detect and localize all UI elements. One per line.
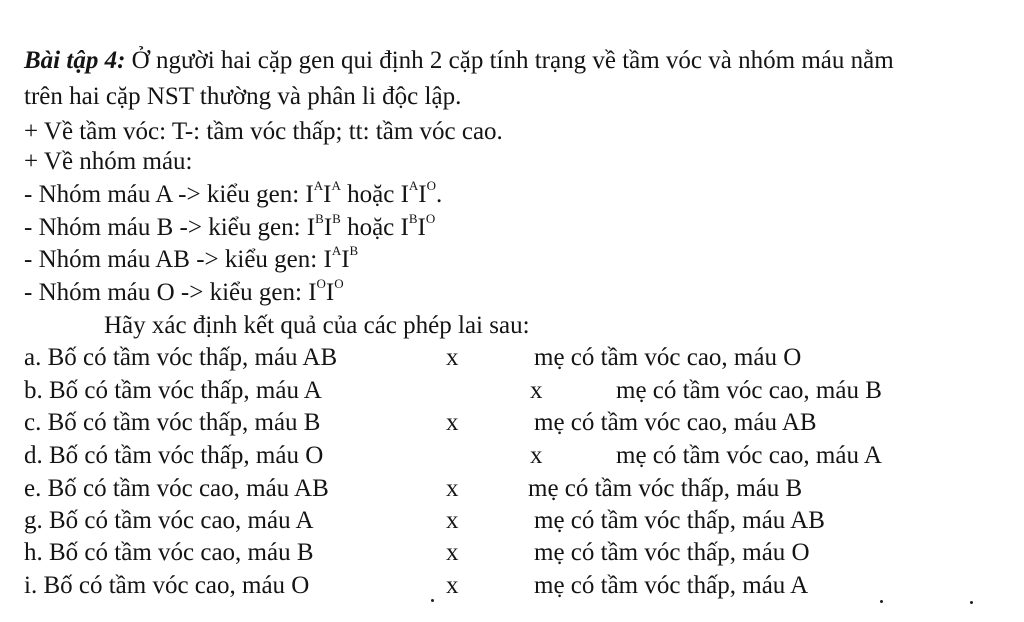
- allele-superscript: O: [334, 275, 344, 291]
- allele-superscript: B: [315, 210, 324, 226]
- blood-group-heading: + Về nhóm máu:: [24, 148, 193, 175]
- or-text: hoặc: [340, 214, 401, 241]
- allele-symbol: I: [323, 181, 332, 208]
- cross-father: g. Bố có tầm vóc cao, máu A: [24, 507, 314, 534]
- blood-group-o-label: - Nhóm máu O -> kiểu gen:: [24, 279, 309, 306]
- cross-father: i. Bố có tầm vóc cao, máu O: [24, 572, 310, 599]
- allele-symbol: I: [308, 279, 317, 306]
- allele-symbol: I: [306, 214, 316, 241]
- exercise-label: Bài tập 4:: [24, 47, 126, 74]
- cross-father: a. Bố có tầm vóc thấp, máu AB: [24, 344, 338, 371]
- blood-group-a-label: - Nhóm máu A -> kiểu gen:: [24, 181, 306, 208]
- allele-superscript: A: [331, 177, 341, 193]
- scan-speck: [431, 599, 434, 602]
- period-text: .: [436, 181, 443, 208]
- allele-symbol: I: [341, 246, 350, 273]
- cross-x: x: [446, 344, 459, 371]
- cross-x: x: [446, 572, 459, 599]
- allele-superscript: A: [313, 177, 324, 193]
- cross-x: x: [530, 377, 543, 404]
- cross-mother: mẹ có tầm vóc cao, máu O: [534, 344, 802, 371]
- cross-father: c. Bố có tầm vóc thấp, máu B: [24, 409, 321, 436]
- blood-group-a-rule: [24, 177, 443, 210]
- scan-speck: [880, 600, 883, 603]
- cross-x: x: [446, 409, 459, 436]
- or-text: hoặc: [340, 181, 401, 208]
- allele-symbol: I: [400, 214, 409, 241]
- allele-superscript: B: [408, 210, 418, 226]
- exercise-intro-text-1: Ở người hai cặp gen qui định 2 cặp tính trạng về tầm vóc và nhóm máu nằm: [125, 47, 894, 74]
- allele-symbol: I: [400, 181, 409, 208]
- allele-superscript: A: [331, 242, 342, 258]
- allele-superscript: B: [332, 210, 341, 226]
- allele-superscript: O: [426, 177, 436, 193]
- cross-mother: mẹ có tầm vóc cao, máu A: [616, 442, 882, 469]
- blood-group-ab-label: - Nhóm máu AB -> kiểu gen:: [24, 246, 324, 273]
- allele-symbol: I: [325, 279, 335, 306]
- cross-mother: mẹ có tầm vóc thấp, máu B: [528, 475, 803, 502]
- allele-superscript: B: [349, 242, 359, 258]
- cross-x: x: [446, 475, 459, 502]
- stature-rule: + Về tầm vóc: T-: tầm vóc thấp; tt: tầm vóc cao.: [24, 118, 503, 145]
- allele-superscript: O: [425, 210, 436, 226]
- cross-x: x: [446, 539, 459, 566]
- allele-symbol: I: [305, 181, 314, 208]
- blood-group-b-rule: [24, 210, 436, 243]
- blood-group-b-label: - Nhóm máu B -> kiểu gen:: [24, 214, 307, 241]
- allele-superscript: O: [316, 275, 326, 291]
- exercise-intro-line-1: [24, 46, 894, 76]
- question-prompt: Hãy xác định kết quả của các phép lai sau:: [104, 312, 530, 339]
- scan-speck: [970, 601, 973, 604]
- allele-symbol: I: [418, 181, 427, 208]
- cross-father: b. Bố có tầm vóc thấp, máu A: [24, 377, 322, 404]
- allele-symbol: I: [323, 214, 333, 241]
- cross-mother: mẹ có tầm vóc cao, máu B: [616, 377, 882, 404]
- allele-symbol: I: [323, 246, 332, 273]
- exercise-intro-line-2: trên hai cặp NST thường và phân li độc lập.: [24, 83, 462, 110]
- cross-father: d. Bố có tầm vóc thấp, máu O: [24, 442, 324, 469]
- cross-mother: mẹ có tầm vóc thấp, máu O: [534, 539, 810, 566]
- blood-group-ab-rule: [24, 242, 359, 275]
- cross-x: x: [530, 442, 543, 469]
- cross-father: e. Bố có tầm vóc cao, máu AB: [24, 475, 329, 502]
- cross-x: x: [446, 507, 459, 534]
- cross-mother: mẹ có tầm vóc cao, máu AB: [534, 409, 817, 436]
- cross-mother: mẹ có tầm vóc thấp, máu AB: [534, 507, 825, 534]
- cross-father: h. Bố có tầm vóc cao, máu B: [24, 539, 314, 566]
- allele-superscript: A: [408, 177, 419, 193]
- blood-group-o-rule: [24, 275, 344, 308]
- cross-mother: mẹ có tầm vóc thấp, máu A: [534, 572, 809, 599]
- allele-symbol: I: [417, 214, 426, 241]
